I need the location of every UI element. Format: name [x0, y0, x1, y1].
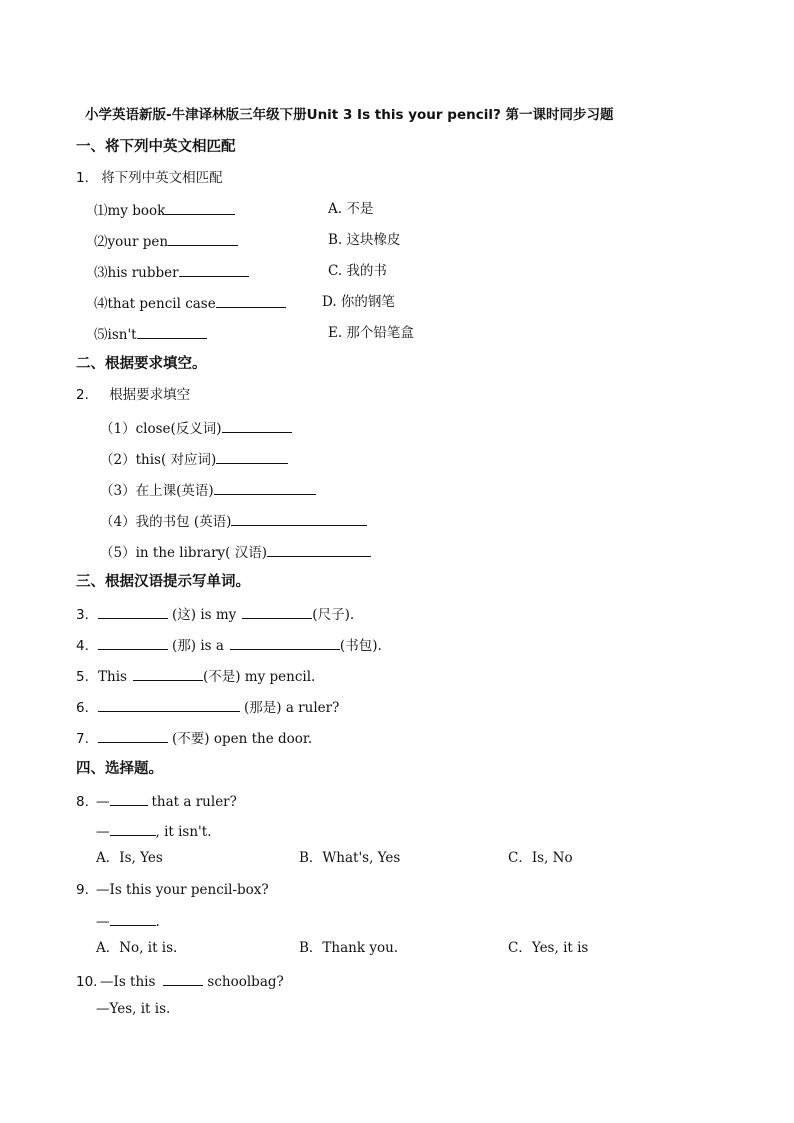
match-left-item [94, 293, 286, 313]
option-a[interactable]: A．No, it is. [96, 940, 178, 956]
match-left-item [94, 231, 238, 251]
fill-item-label: （4）我的书包 (英语) [100, 514, 232, 530]
fill-item [100, 542, 371, 562]
question-text: (那) is a [172, 638, 224, 654]
option-a[interactable]: A．Is, Yes [96, 850, 163, 866]
question-3 [76, 604, 354, 624]
match-left-item [94, 324, 207, 344]
question-number: 9. [76, 882, 89, 898]
dash: — [96, 914, 110, 930]
answer-blank[interactable] [179, 262, 249, 277]
question-10-reply: —Yes, it is. [96, 1001, 171, 1017]
question-number: 5. [76, 669, 89, 685]
question-text: (书包). [339, 638, 382, 654]
match-left-label: ⑸isn't [94, 327, 137, 343]
match-left-label: ⑶his rubber [94, 265, 179, 281]
question-text: —Is this [100, 974, 156, 990]
question-7 [76, 728, 312, 748]
match-right-item: B. 这块橡皮 [328, 232, 401, 248]
answer-blank[interactable] [165, 200, 235, 215]
section-heading-3: 三、根据汉语提示写单词。 [76, 574, 250, 590]
answer-blank[interactable] [214, 480, 316, 495]
match-left-label: ⑴my book [94, 203, 166, 219]
question-number: 1. [76, 170, 89, 186]
section-heading-1: 一、将下列中英文相匹配 [76, 139, 236, 155]
answer-blank[interactable] [222, 418, 292, 433]
answer-blank[interactable] [133, 666, 203, 681]
fill-item-label: （2）this( 对应词) [100, 452, 217, 468]
question-number: 6. [76, 700, 89, 716]
question-5 [76, 666, 315, 686]
match-left-item [94, 200, 235, 220]
question-text: 将下列中英文相匹配 [101, 170, 223, 186]
match-right-item: D. 你的钢笔 [322, 294, 395, 310]
question-number: 7. [76, 731, 89, 747]
match-right-item: E. 那个铅笔盒 [328, 325, 414, 341]
question-number: 4. [76, 638, 89, 654]
section-heading-4: 四、选择题。 [76, 761, 163, 777]
answer-blank[interactable] [168, 231, 238, 246]
question-number: 10. [76, 974, 98, 990]
match-right-item: C. 我的书 [328, 263, 387, 279]
question-8-reply [96, 821, 211, 841]
option-b[interactable]: B．What's, Yes [299, 850, 401, 866]
fill-item-label: （5）in the library( 汉语) [100, 545, 267, 561]
question-text: (不要) open the door. [172, 731, 313, 747]
answer-blank[interactable] [216, 449, 288, 464]
page-title: 小学英语新版-牛津译林版三年级下册Unit 3 Is this your pencil? 第一课时同步习题 [85, 107, 614, 123]
question-text: that a ruler? [151, 794, 237, 810]
question-text: schoolbag? [207, 974, 284, 990]
question-4 [76, 635, 382, 655]
match-left-label: ⑵your pen [94, 234, 169, 250]
question-number: 2. [76, 387, 89, 403]
answer-blank[interactable] [267, 542, 371, 557]
question-text: , it isn't. [155, 824, 212, 840]
fill-item [100, 480, 316, 500]
answer-blank[interactable] [137, 324, 207, 339]
fill-item [100, 449, 288, 469]
answer-blank[interactable] [110, 821, 156, 836]
question-text: . [155, 914, 160, 930]
dash: — [96, 824, 110, 840]
question-text: This [98, 669, 127, 685]
question-number: 3. [76, 607, 89, 623]
fill-item-label: （1）close(反义词) [100, 421, 222, 437]
option-c[interactable]: C．Is, No [508, 850, 573, 866]
question-text: (不是) my pencil. [202, 669, 316, 685]
question-8 [76, 791, 237, 811]
answer-blank[interactable] [98, 604, 168, 619]
answer-blank[interactable] [110, 911, 156, 926]
fill-item [100, 418, 292, 438]
question-text: (那是) a ruler? [244, 700, 340, 716]
answer-blank[interactable] [242, 604, 312, 619]
question-number: 8. [76, 794, 89, 810]
match-left-item [94, 262, 249, 282]
section-heading-2: 二、根据要求填空。 [76, 356, 207, 372]
fill-item [100, 511, 367, 531]
option-b[interactable]: B．Thank you. [299, 940, 399, 956]
question-text: (这) is my [172, 607, 237, 623]
question-2 [76, 386, 190, 404]
question-10 [76, 971, 284, 991]
answer-blank[interactable] [231, 511, 367, 526]
question-text: (尺子). [312, 607, 355, 623]
answer-blank[interactable] [110, 791, 148, 806]
answer-blank[interactable] [230, 635, 340, 650]
answer-blank[interactable] [98, 635, 168, 650]
answer-blank[interactable] [98, 728, 168, 743]
question-9-reply [96, 911, 160, 931]
question-1 [76, 169, 223, 187]
fill-item-label: （3）在上课(英语) [100, 483, 214, 499]
answer-blank[interactable] [216, 293, 286, 308]
dash: — [96, 794, 110, 810]
match-right-item: A. 不是 [328, 201, 374, 217]
match-left-label: ⑷that pencil case [94, 296, 216, 312]
question-text: —Is this your pencil-box? [96, 882, 269, 898]
question-9 [76, 881, 269, 899]
answer-blank[interactable] [163, 971, 203, 986]
question-text: 根据要求填空 [109, 387, 191, 403]
question-6 [76, 697, 339, 717]
answer-blank[interactable] [98, 697, 240, 712]
option-c[interactable]: C．Yes, it is [508, 940, 589, 956]
